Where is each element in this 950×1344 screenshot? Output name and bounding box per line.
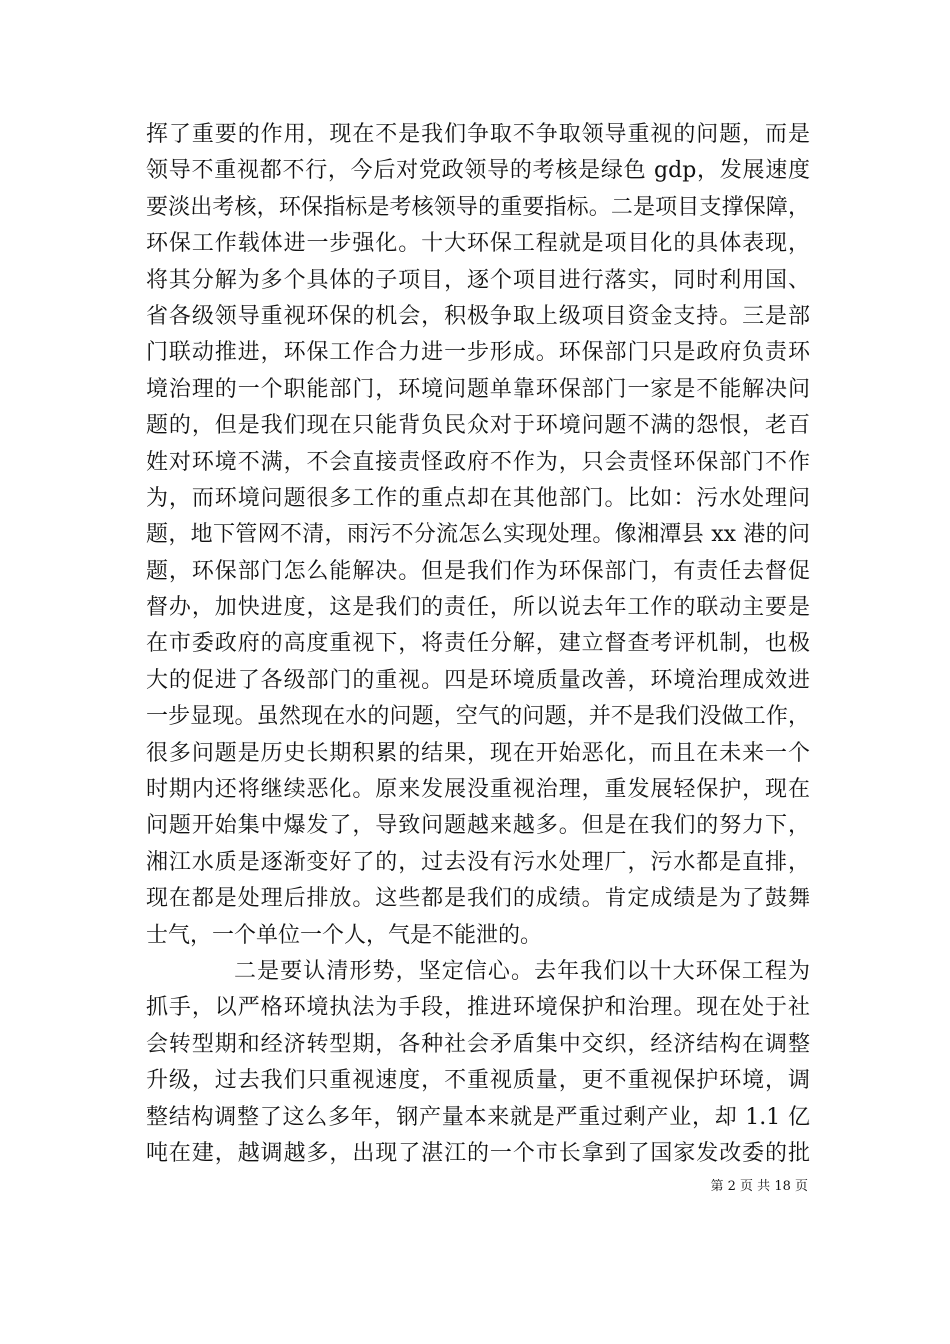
text-line: 领导不重视都不行，今后对党政领导的考核是绿色 gdp，发展速度	[146, 158, 810, 184]
paragraph-end-line: 士气，一个单位一个人，气是不能泄的。	[146, 922, 543, 948]
text-line: 题，环保部门怎么能解决。但是我们作为环保部门，有责任去督促	[146, 558, 810, 584]
text-line: 大的促进了各级部门的重视。四是环境质量改善，环境治理成效进	[146, 667, 810, 693]
text-line: 问题开始集中爆发了，导致问题越来越多。但是在我们的努力下，	[146, 813, 810, 839]
text-line: 环保工作载体进一步强化。十大环保工程就是项目化的具体表现，	[146, 231, 810, 257]
body-text	[146, 117, 810, 1172]
text-line: 在市委政府的高度重视下，将责任分解，建立督查考评机制，也极	[146, 631, 810, 657]
text-line: 境治理的一个职能部门，环境问题单靠环保部门一家是不能解决问	[146, 376, 810, 402]
text-line: 升级，过去我们只重视速度，不重视质量，更不重视保护环境，调	[146, 1068, 810, 1094]
text-line: 吨在建，越调越多，出现了湛江的一个市长拿到了国家发改委的批	[146, 1140, 810, 1166]
page-number-footer: 第 2 页 共 18 页	[710, 1179, 808, 1194]
text-line: 抓手，以严格环境执法为手段，推进环境保护和治理。现在处于社	[146, 995, 810, 1021]
text-line: 为，而环境问题很多工作的重点却在其他部门。比如：污水处理问	[146, 485, 810, 511]
paragraph-start-line: 二是要认清形势，坚定信心。去年我们以十大环保工程为	[234, 958, 810, 984]
text-line: 题的，但是我们现在只能背负民众对于环境问题不满的怨恨，老百	[146, 413, 810, 439]
text-line: 挥了重要的作用，现在不是我们争取不争取领导重视的问题，而是	[146, 122, 810, 147]
text-line: 时期内还将继续恶化。原来发展没重视治理，重发展轻保护，现在	[146, 777, 810, 803]
text-line: 门联动推进，环保工作合力进一步形成。环保部门只是政府负责环	[146, 340, 810, 366]
text-line: 题，地下管网不清，雨污不分流怎么实现处理。像湘潭县 xx 港的问	[146, 522, 810, 548]
text-line: 很多问题是历史长期积累的结果，现在开始恶化，而且在未来一个	[146, 740, 810, 766]
text-line: 整结构调整了这么多年，钢产量本来就是严重过剩产业，却 1.1 亿	[146, 1104, 810, 1130]
text-line: 要淡出考核，环保指标是考核领导的重要指标。二是项目支撑保障，	[146, 194, 810, 220]
text-line: 现在都是处理后排放。这些都是我们的成绩。肯定成绩是为了鼓舞	[146, 886, 810, 912]
text-line: 会转型期和经济转型期，各种社会矛盾集中交织，经济结构在调整	[146, 1031, 810, 1057]
text-line: 督办，加快进度，这是我们的责任，所以说去年工作的联动主要是	[146, 595, 810, 621]
text-line: 湘江水质是逐渐变好了的，过去没有污水处理厂，污水都是直排，	[146, 849, 810, 875]
text-line: 姓对环境不满，不会直接责怪政府不作为，只会责怪环保部门不作	[146, 449, 810, 475]
text-line: 一步显现。虽然现在水的问题，空气的问题，并不是我们没做工作，	[146, 704, 810, 730]
text-line: 将其分解为多个具体的子项目，逐个项目进行落实，同时利用国、	[146, 267, 810, 293]
text-line: 省各级领导重视环保的机会，积极争取上级项目资金支持。三是部	[146, 303, 810, 329]
